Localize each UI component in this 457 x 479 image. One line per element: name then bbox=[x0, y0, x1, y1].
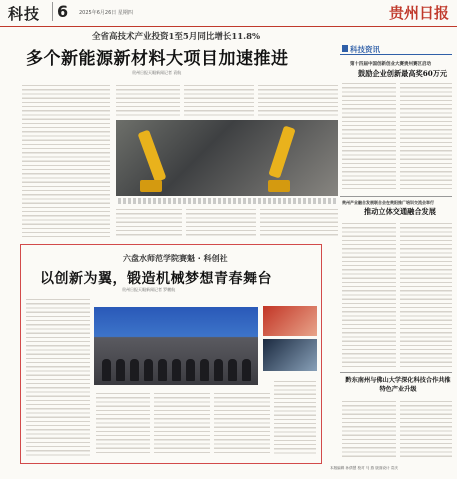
lead-body-col-4 bbox=[258, 82, 338, 116]
sidebar-item-3-col-2 bbox=[400, 398, 452, 460]
workshop-photo bbox=[263, 339, 317, 371]
person-shape bbox=[102, 359, 111, 381]
robot-arm-shape bbox=[268, 125, 295, 178]
person-shape bbox=[172, 359, 181, 381]
team-group-photo bbox=[94, 307, 258, 385]
lead-body-col-5 bbox=[116, 206, 182, 238]
sidebar-item-2-headline: 推动立体交通融合发展 bbox=[364, 207, 436, 216]
person-shape bbox=[144, 359, 153, 381]
feature-body-col-4 bbox=[214, 390, 270, 456]
feature-body-col-3 bbox=[154, 390, 210, 456]
person-shape bbox=[200, 359, 209, 381]
sidebar-label: 科技资讯 bbox=[350, 45, 380, 54]
person-shape bbox=[242, 359, 251, 381]
robot-base-shape bbox=[268, 180, 290, 192]
person-shape bbox=[214, 359, 223, 381]
sidebar-item-3-headline: 黔东南州与佛山大学深化科技合作共推特色产业升级 bbox=[345, 377, 451, 393]
sidebar-rule bbox=[340, 54, 452, 55]
person-shape bbox=[228, 359, 237, 381]
lead-body-col-2 bbox=[116, 82, 180, 116]
feature-body-col-2 bbox=[96, 390, 150, 456]
lead-kicker: 全省高技术产业投资1至5月同比增长11.8% bbox=[92, 32, 261, 42]
robot-arm-shape bbox=[137, 130, 166, 183]
feature-kicker: 六盘水师范学院赛魁 · 科创社 bbox=[123, 254, 228, 263]
feature-headline: 以创新为翼，锻造机械梦想青春舞台 bbox=[40, 271, 272, 287]
sidebar-item-1-col-1 bbox=[342, 80, 396, 190]
feature-byline: 贵州日报天眼新闻记者 罗鹏航 bbox=[122, 287, 176, 292]
robot-model-photo bbox=[263, 306, 317, 336]
page-header bbox=[0, 0, 457, 27]
sidebar-item-3-col-1 bbox=[342, 398, 396, 460]
sidebar-item-2-kicker: 贵州产业融合发展联合会在贵阳推广培训交流会举行 bbox=[342, 200, 434, 205]
sidebar-item-1-kicker: 第十四届中国创新创业大赛贵州赛区启动 bbox=[350, 62, 431, 67]
issue-date: 2025年6月26日 星期四 bbox=[79, 10, 133, 16]
sidebar-divider bbox=[340, 196, 452, 197]
person-shape bbox=[116, 359, 125, 381]
section-name: 科技 bbox=[8, 5, 41, 23]
person-shape bbox=[130, 359, 139, 381]
sidebar-item-1-headline: 鼓励企业创新最高奖60万元 bbox=[358, 69, 448, 78]
page-footer: 本版编辑 孙倩慧 校对 马 燕 版面设计 袁庆 bbox=[330, 466, 398, 470]
sidebar-item-2-col-2 bbox=[400, 220, 452, 368]
photo-caption-line bbox=[118, 198, 336, 204]
lead-body-col-3 bbox=[184, 82, 254, 116]
lead-body-col-7 bbox=[260, 206, 338, 238]
sidebar-divider bbox=[340, 372, 452, 373]
person-shape bbox=[186, 359, 195, 381]
feature-body-col-5 bbox=[274, 378, 316, 456]
lead-byline: 贵州日报天眼新闻记者 袁航 bbox=[132, 70, 182, 75]
person-shape bbox=[158, 359, 167, 381]
feature-body-col-1 bbox=[26, 296, 90, 456]
sidebar-item-2-col-1 bbox=[342, 220, 396, 368]
lead-headline: 多个新能源新材料大项目加速推进 bbox=[26, 49, 289, 69]
factory-robot-photo bbox=[116, 120, 338, 196]
sidebar-marker-icon bbox=[342, 45, 348, 52]
lead-body-col-1 bbox=[22, 82, 110, 237]
sidebar-item-1-col-2 bbox=[400, 80, 452, 190]
lead-body-col-6 bbox=[186, 206, 256, 238]
newspaper-logo: 贵州日报 bbox=[388, 4, 449, 22]
page-number: 6 bbox=[52, 2, 68, 21]
robot-base-shape bbox=[140, 180, 162, 192]
